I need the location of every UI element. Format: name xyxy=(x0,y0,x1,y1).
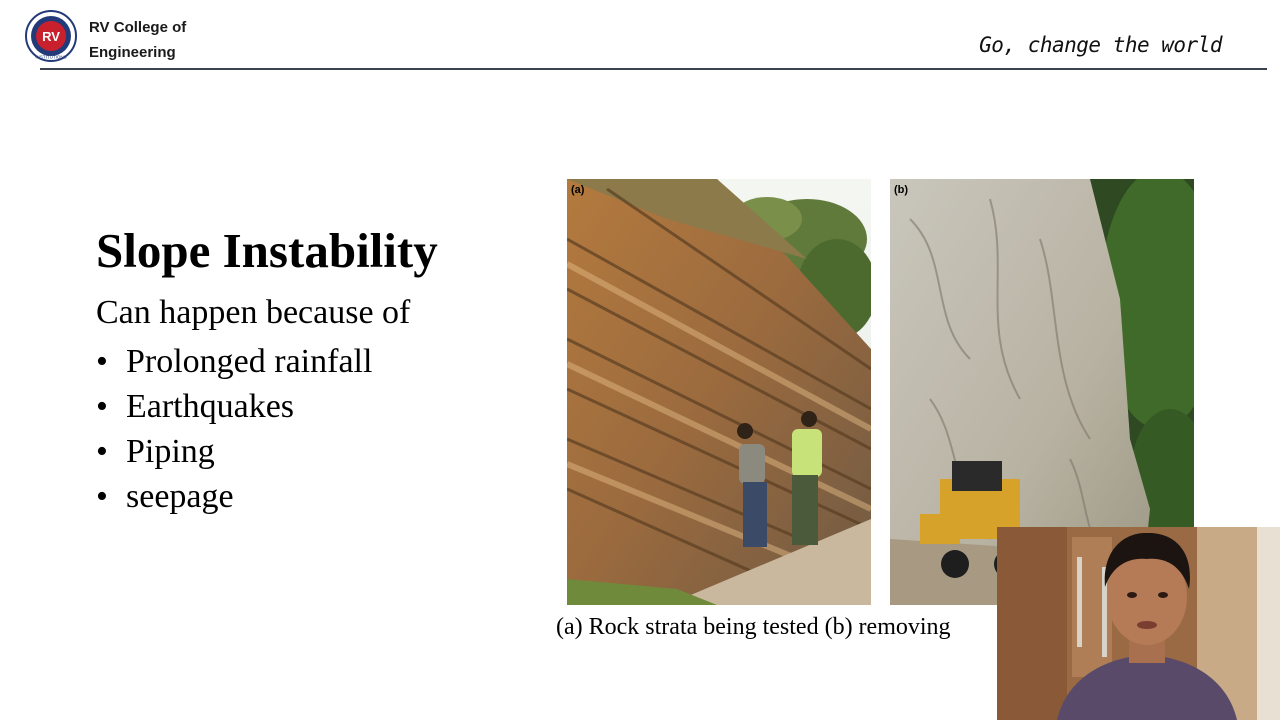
photo-b-tag: (b) xyxy=(894,184,909,196)
slide-title: Slope Instability xyxy=(96,223,438,278)
list-item: • Earthquakes xyxy=(96,384,372,429)
college-logo-icon xyxy=(25,10,77,62)
list-item: • Prolonged rainfall xyxy=(96,339,372,384)
list-item: • Piping xyxy=(96,429,372,474)
logo-text: RV xyxy=(42,29,60,44)
presenter-webcam xyxy=(997,527,1280,720)
header-divider xyxy=(40,68,1267,70)
slide-intro: Can happen because of xyxy=(96,294,411,331)
tagline: Go, change the world xyxy=(979,33,1222,57)
cause-list xyxy=(96,339,372,519)
figure-caption: (a) Rock strata being tested (b) removing xyxy=(556,614,951,640)
college-name xyxy=(89,15,186,65)
list-item: • seepage xyxy=(96,474,372,519)
college-name-line1: RV College of xyxy=(89,19,187,36)
rock-strata-photo xyxy=(567,179,871,605)
logo-ring-text: INSTITUTIONS xyxy=(35,54,67,60)
photo-a-tag: (a) xyxy=(571,184,585,196)
college-name-line2: Engineering xyxy=(89,44,176,61)
